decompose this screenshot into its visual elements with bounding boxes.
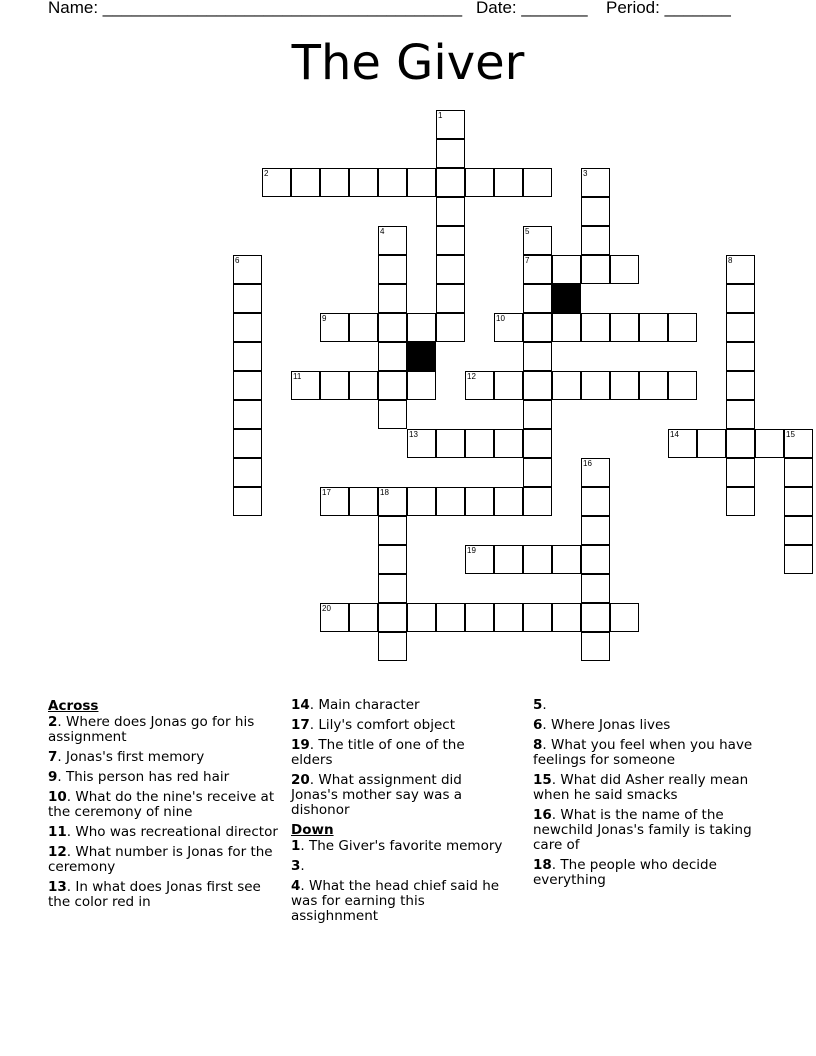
clue-number: 4 xyxy=(380,227,385,236)
grid-cell[interactable] xyxy=(378,574,407,603)
clue-text: Lily's comfort object xyxy=(318,717,456,733)
clue-text: Jonas's first memory xyxy=(66,749,205,765)
grid-cell[interactable] xyxy=(320,603,349,632)
grid-cell[interactable] xyxy=(465,545,494,574)
grid-cell[interactable] xyxy=(378,603,407,632)
clue-text: What you feel when you have feelings for someone xyxy=(533,737,753,768)
clue-separator: . xyxy=(57,769,66,785)
clue-number: 13 xyxy=(409,430,418,439)
date-field[interactable]: Date: _______ xyxy=(476,0,588,17)
clue-number-label: 2 xyxy=(48,714,58,730)
grid-cell[interactable] xyxy=(581,574,610,603)
grid-cell[interactable] xyxy=(233,458,262,487)
grid-cell[interactable] xyxy=(436,226,465,255)
clue-text: In what does Jonas first see the color red in xyxy=(48,879,261,910)
clue-text: What number is Jonas for the ceremony xyxy=(48,844,273,875)
clue-item xyxy=(533,698,773,713)
clue-number-label: 12 xyxy=(48,844,67,860)
clue-separator: . xyxy=(66,789,76,805)
grid-cell[interactable] xyxy=(378,255,407,284)
grid-cell[interactable] xyxy=(726,458,755,487)
grid-cell[interactable] xyxy=(523,226,552,255)
grid-cell[interactable] xyxy=(378,371,407,400)
grid-cell[interactable] xyxy=(610,371,639,400)
clue-number-label: 4 xyxy=(291,878,301,894)
clue-separator: . xyxy=(551,857,561,873)
grid-cell[interactable] xyxy=(407,371,436,400)
grid-cell[interactable] xyxy=(581,632,610,661)
clue-number: 6 xyxy=(235,256,240,265)
clue-text: What is the name of the newchild Jonas's family is taking care of xyxy=(533,807,752,853)
grid-cell[interactable] xyxy=(523,371,552,400)
grid-cell[interactable] xyxy=(523,168,552,197)
grid-cell[interactable] xyxy=(407,487,436,516)
grid-cell[interactable] xyxy=(436,139,465,168)
grid-cell[interactable] xyxy=(349,313,378,342)
grid-cell[interactable] xyxy=(726,429,755,458)
grid-cell[interactable] xyxy=(233,284,262,313)
across-clue-list-continued xyxy=(291,698,506,818)
grid-cell[interactable] xyxy=(523,313,552,342)
grid-cell[interactable] xyxy=(436,197,465,226)
grid-cell[interactable] xyxy=(349,371,378,400)
clue-item xyxy=(291,718,506,733)
clue-number-label: 11 xyxy=(48,824,67,840)
clue-item xyxy=(48,880,280,910)
clue-number-label: 7 xyxy=(48,749,58,765)
grid-cell[interactable] xyxy=(581,226,610,255)
clue-number-label: 15 xyxy=(533,772,552,788)
grid-cell[interactable] xyxy=(494,313,523,342)
grid-cell[interactable] xyxy=(639,313,668,342)
clue-text: What did Asher really mean when he said smacks xyxy=(533,772,749,803)
clue-number: 19 xyxy=(467,546,476,555)
clue-number-label: 1 xyxy=(291,838,301,854)
across-clue-list xyxy=(48,715,280,910)
clue-number: 2 xyxy=(264,169,269,178)
clue-number-label: 16 xyxy=(533,807,552,823)
grid-cell[interactable] xyxy=(378,226,407,255)
grid-cell[interactable] xyxy=(668,429,697,458)
grid-cell[interactable] xyxy=(726,371,755,400)
grid-cell[interactable] xyxy=(320,371,349,400)
grid-cell[interactable] xyxy=(378,400,407,429)
clue-item xyxy=(291,738,506,768)
grid-cell[interactable] xyxy=(668,371,697,400)
clue-number: 16 xyxy=(583,459,592,468)
grid-cell[interactable] xyxy=(523,603,552,632)
clue-number-label: 17 xyxy=(291,717,310,733)
grid-cell[interactable] xyxy=(610,603,639,632)
grid-cell[interactable] xyxy=(407,429,436,458)
clue-number: 17 xyxy=(322,488,331,497)
grid-cell[interactable] xyxy=(784,487,813,516)
down-clue-list xyxy=(291,839,506,924)
grid-cell[interactable] xyxy=(552,313,581,342)
grid-cell[interactable] xyxy=(465,487,494,516)
clue-number: 15 xyxy=(786,430,795,439)
grid-cell[interactable] xyxy=(581,197,610,226)
grid-cell[interactable] xyxy=(465,603,494,632)
clue-item xyxy=(48,825,280,840)
grid-cell[interactable] xyxy=(581,255,610,284)
grid-cell[interactable] xyxy=(610,313,639,342)
clue-item xyxy=(291,879,506,924)
clue-text: What do the nine's receive at the ceremony of nine xyxy=(48,789,275,820)
grid-cell[interactable] xyxy=(436,603,465,632)
blocked-cell xyxy=(552,284,581,313)
clue-number: 3 xyxy=(583,169,588,178)
grid-cell[interactable] xyxy=(378,313,407,342)
grid-cell[interactable] xyxy=(581,516,610,545)
clue-number: 9 xyxy=(322,314,327,323)
clue-item xyxy=(533,808,773,853)
clue-number: 5 xyxy=(525,227,530,236)
clue-number: 10 xyxy=(496,314,505,323)
clue-item xyxy=(291,839,506,854)
clue-text: Where Jonas lives xyxy=(551,717,671,733)
grid-cell[interactable] xyxy=(378,284,407,313)
grid-cell[interactable] xyxy=(523,545,552,574)
page-title: The Giver xyxy=(291,35,525,91)
grid-cell[interactable] xyxy=(494,168,523,197)
down-heading: Down xyxy=(291,822,334,838)
clue-number: 14 xyxy=(670,430,679,439)
clue-separator: . xyxy=(57,749,66,765)
clue-number-label: 5 xyxy=(533,697,543,713)
clue-number: 12 xyxy=(467,372,476,381)
grid-cell[interactable] xyxy=(233,400,262,429)
blocked-cell xyxy=(407,342,436,371)
grid-cell[interactable] xyxy=(755,429,784,458)
clue-number: 7 xyxy=(525,256,530,265)
clue-item xyxy=(48,790,280,820)
grid-cell[interactable] xyxy=(436,429,465,458)
clue-number-label: 14 xyxy=(291,697,310,713)
clue-number: 18 xyxy=(380,488,389,497)
clue-item xyxy=(533,738,773,768)
grid-cell[interactable] xyxy=(726,255,755,284)
clue-number-label: 20 xyxy=(291,772,310,788)
grid-cell[interactable] xyxy=(581,313,610,342)
clue-item xyxy=(291,698,506,713)
grid-cell[interactable] xyxy=(291,168,320,197)
clue-number-label: 13 xyxy=(48,879,67,895)
grid-cell[interactable] xyxy=(523,342,552,371)
grid-cell[interactable] xyxy=(436,487,465,516)
grid-cell[interactable] xyxy=(523,255,552,284)
grid-cell[interactable] xyxy=(378,487,407,516)
clue-separator: . xyxy=(66,824,76,840)
clue-number: 20 xyxy=(322,604,331,613)
grid-cell[interactable] xyxy=(262,168,291,197)
grid-cell[interactable] xyxy=(494,371,523,400)
grid-cell[interactable] xyxy=(465,429,494,458)
grid-cell[interactable] xyxy=(552,603,581,632)
grid-cell[interactable] xyxy=(523,400,552,429)
clue-separator: . xyxy=(66,844,76,860)
grid-cell[interactable] xyxy=(523,487,552,516)
clue-text: The title of one of the elders xyxy=(291,737,465,768)
grid-cell[interactable] xyxy=(320,168,349,197)
clue-separator: . xyxy=(551,772,561,788)
grid-cell[interactable] xyxy=(581,371,610,400)
grid-cell[interactable] xyxy=(465,371,494,400)
clue-text: Who was recreational director xyxy=(75,824,278,840)
grid-cell[interactable] xyxy=(552,371,581,400)
grid-cell[interactable] xyxy=(436,110,465,139)
grid-cell[interactable] xyxy=(233,371,262,400)
clue-item xyxy=(291,859,506,874)
grid-cell[interactable] xyxy=(668,313,697,342)
grid-cell[interactable] xyxy=(378,632,407,661)
grid-cell[interactable] xyxy=(697,429,726,458)
grid-cell[interactable] xyxy=(784,516,813,545)
grid-cell[interactable] xyxy=(784,545,813,574)
grid-cell[interactable] xyxy=(378,168,407,197)
grid-cell[interactable] xyxy=(349,168,378,197)
grid-cell[interactable] xyxy=(291,371,320,400)
clue-item xyxy=(533,718,773,733)
grid-cell[interactable] xyxy=(436,284,465,313)
clue-number: 8 xyxy=(728,256,733,265)
grid-cell[interactable] xyxy=(436,313,465,342)
clues-column-2 xyxy=(291,698,506,929)
period-field[interactable]: Period: _______ xyxy=(606,0,731,17)
grid-cell[interactable] xyxy=(610,255,639,284)
clue-item xyxy=(48,715,280,745)
clue-text: Main character xyxy=(318,697,420,713)
grid-cell[interactable] xyxy=(233,429,262,458)
clue-item xyxy=(533,773,773,803)
grid-cell[interactable] xyxy=(494,487,523,516)
clue-number: 11 xyxy=(293,372,302,381)
grid-cell[interactable] xyxy=(552,545,581,574)
clue-separator: . xyxy=(300,878,309,894)
grid-cell[interactable] xyxy=(407,168,436,197)
clue-separator: . xyxy=(309,717,319,733)
grid-cell[interactable] xyxy=(494,603,523,632)
grid-cell[interactable] xyxy=(784,429,813,458)
grid-cell[interactable] xyxy=(784,458,813,487)
grid-cell[interactable] xyxy=(407,313,436,342)
grid-cell[interactable] xyxy=(465,168,494,197)
name-field[interactable]: Name: ______________________________________ xyxy=(48,0,463,17)
grid-cell[interactable] xyxy=(581,458,610,487)
clue-item xyxy=(48,770,280,785)
clues-column-1 xyxy=(48,698,280,915)
clue-text: Where does Jonas go for his assignment xyxy=(48,714,255,745)
grid-cell[interactable] xyxy=(320,487,349,516)
grid-cell[interactable] xyxy=(378,342,407,371)
clue-number-label: 6 xyxy=(533,717,543,733)
clue-separator: . xyxy=(309,697,319,713)
grid-cell[interactable] xyxy=(436,168,465,197)
grid-cell[interactable] xyxy=(523,284,552,313)
grid-cell[interactable] xyxy=(233,487,262,516)
clue-text: The Giver's favorite memory xyxy=(309,838,503,854)
grid-cell[interactable] xyxy=(726,487,755,516)
grid-cell[interactable] xyxy=(233,313,262,342)
clue-number-label: 10 xyxy=(48,789,67,805)
clue-separator: . xyxy=(66,879,76,895)
grid-cell[interactable] xyxy=(726,313,755,342)
grid-cell[interactable] xyxy=(581,487,610,516)
clue-number-label: 19 xyxy=(291,737,310,753)
clue-separator: . xyxy=(57,714,66,730)
clue-number-label: 3 xyxy=(291,858,301,874)
clue-separator: . xyxy=(309,772,319,788)
clue-text: What the head chief said he was for earning this assighnment xyxy=(291,878,500,924)
grid-cell[interactable] xyxy=(552,255,581,284)
grid-cell[interactable] xyxy=(233,255,262,284)
grid-cell[interactable] xyxy=(523,429,552,458)
clue-number-label: 8 xyxy=(533,737,543,753)
clue-item xyxy=(48,845,280,875)
grid-cell[interactable] xyxy=(726,284,755,313)
grid-cell[interactable] xyxy=(494,429,523,458)
grid-cell[interactable] xyxy=(233,342,262,371)
grid-cell[interactable] xyxy=(726,400,755,429)
clue-item xyxy=(291,773,506,818)
grid-cell[interactable] xyxy=(581,545,610,574)
clue-separator: . xyxy=(551,807,561,823)
grid-cell[interactable] xyxy=(320,313,349,342)
clue-separator: . xyxy=(300,858,305,874)
clue-item xyxy=(48,750,280,765)
clue-number: 1 xyxy=(438,111,443,120)
grid-cell[interactable] xyxy=(581,168,610,197)
clue-text: This person has red hair xyxy=(66,769,230,785)
clue-text: What assignment did Jonas's mother say was a dishonor xyxy=(291,772,463,818)
clue-number-label: 18 xyxy=(533,857,552,873)
grid-cell[interactable] xyxy=(494,545,523,574)
clue-separator: . xyxy=(309,737,319,753)
clue-item xyxy=(533,858,773,888)
grid-cell[interactable] xyxy=(436,255,465,284)
clue-separator: . xyxy=(542,737,551,753)
grid-cell[interactable] xyxy=(581,603,610,632)
grid-cell[interactable] xyxy=(523,458,552,487)
across-heading: Across xyxy=(48,698,99,714)
clue-separator: . xyxy=(542,717,551,733)
clue-separator: . xyxy=(542,697,547,713)
grid-cell[interactable] xyxy=(726,342,755,371)
grid-cell[interactable] xyxy=(407,603,436,632)
clue-number-label: 9 xyxy=(48,769,58,785)
clues-column-3 xyxy=(533,698,773,893)
clue-separator: . xyxy=(300,838,309,854)
clue-text: The people who decide everything xyxy=(533,857,717,888)
grid-cell[interactable] xyxy=(378,545,407,574)
grid-cell[interactable] xyxy=(349,487,378,516)
down-clue-list-continued xyxy=(533,698,773,888)
grid-cell[interactable] xyxy=(378,516,407,545)
grid-cell[interactable] xyxy=(639,371,668,400)
grid-cell[interactable] xyxy=(349,603,378,632)
